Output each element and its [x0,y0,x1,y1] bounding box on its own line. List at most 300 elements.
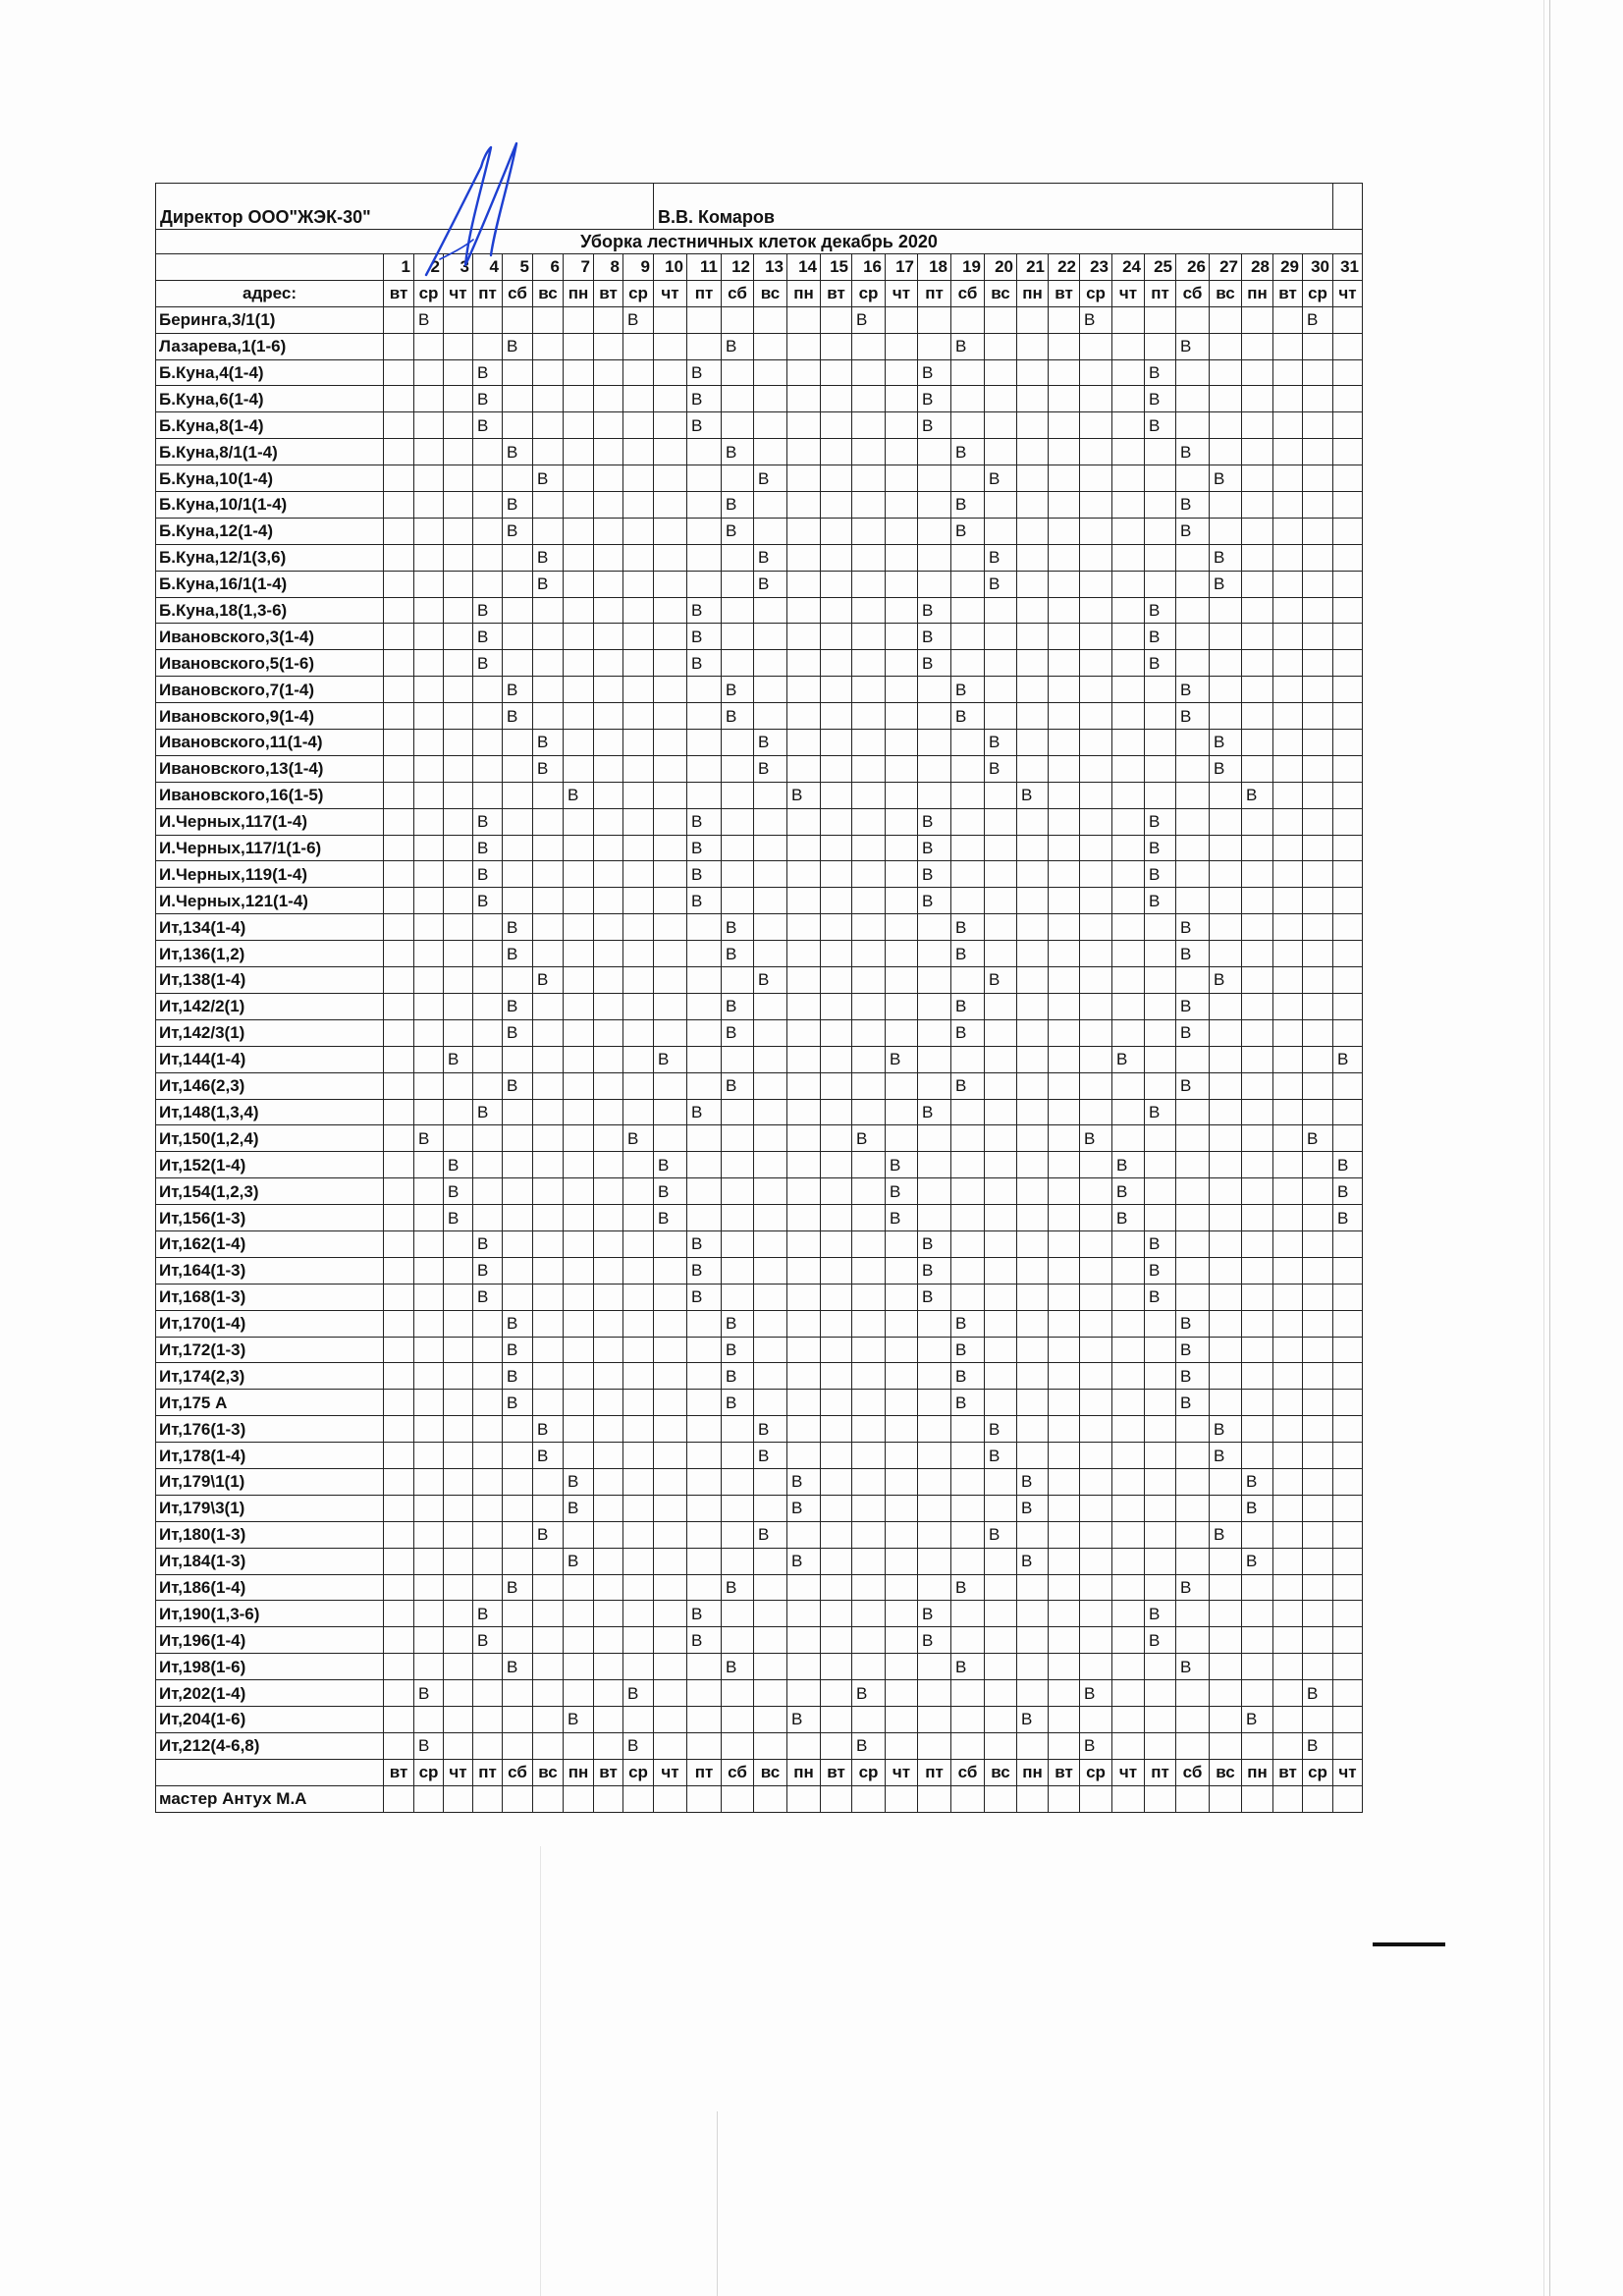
day-number: 17 [886,254,918,281]
schedule-cell [687,1310,722,1337]
schedule-cell [1333,597,1363,624]
schedule-cell [754,1732,787,1759]
weekday-cell: пт [918,280,951,306]
schedule-cell [594,1706,623,1732]
schedule-cell [414,1495,444,1521]
schedule-cell [754,808,787,835]
schedule-cell [886,861,918,888]
schedule-cell [1176,1230,1210,1257]
schedule-cell [1273,518,1303,544]
day-number: 22 [1049,254,1080,281]
schedule-cell [654,835,687,861]
schedule-cell [687,1785,722,1812]
schedule-cell [918,755,951,782]
schedule-cell [1303,359,1333,386]
schedule-cell [384,306,414,333]
schedule-cell [1210,1178,1242,1205]
cleaning-mark-cell: В [1242,1548,1273,1574]
schedule-cell [1210,1099,1242,1125]
schedule-cell [1273,1363,1303,1390]
schedule-cell [787,1337,821,1363]
address-cell: Беринга,3/1(1) [156,306,384,333]
schedule-cell [654,1257,687,1284]
schedule-cell [1176,1548,1210,1574]
schedule-cell [1049,1310,1080,1337]
director-name: В.В. Комаров [654,184,1333,230]
schedule-cell [1017,703,1049,730]
schedule-cell [787,1310,821,1337]
cleaning-mark-cell: В [886,1205,918,1231]
schedule-cell [787,1732,821,1759]
cleaning-mark-cell: В [473,1257,503,1284]
schedule-cell [1273,1390,1303,1416]
cleaning-mark-cell: В [918,624,951,650]
cleaning-mark-cell: В [1242,782,1273,808]
schedule-cell [564,1337,594,1363]
schedule-cell [533,386,564,412]
schedule-cell [1303,1072,1333,1099]
schedule-cell [985,597,1017,624]
schedule-cell [852,597,886,624]
schedule-cell [1049,782,1080,808]
schedule-cell [1242,1284,1273,1310]
cleaning-mark-cell: В [1210,571,1242,597]
schedule-cell [1273,492,1303,519]
day-number: 15 [821,254,852,281]
schedule-cell [1210,1257,1242,1284]
schedule-cell [414,1284,444,1310]
schedule-cell [1303,1205,1333,1231]
cleaning-mark-cell: В [414,1680,444,1707]
schedule-cell [985,1230,1017,1257]
schedule-cell [384,333,414,359]
schedule-cell [623,1706,654,1732]
schedule-cell [654,677,687,703]
schedule-cell [594,835,623,861]
schedule-cell [722,835,754,861]
schedule-cell [787,1521,821,1548]
schedule-cell [1242,808,1273,835]
address-cell: Ит,176(1-3) [156,1416,384,1443]
schedule-cell [1210,1495,1242,1521]
schedule-cell [852,465,886,492]
schedule-cell [722,861,754,888]
schedule-cell [754,1310,787,1337]
schedule-cell [1049,333,1080,359]
address-cell: Ит,162(1-4) [156,1230,384,1257]
schedule-cell [722,1257,754,1284]
cleaning-mark-cell: В [1210,465,1242,492]
schedule-cell [1333,412,1363,439]
cleaning-mark-cell: В [787,1495,821,1521]
schedule-cell [821,914,852,941]
schedule-cell [1273,412,1303,439]
schedule-cell [1210,1125,1242,1152]
schedule-cell [1333,914,1363,941]
cleaning-mark-cell: В [533,465,564,492]
schedule-cell [1273,1152,1303,1178]
schedule-cell [1242,703,1273,730]
schedule-cell [985,1468,1017,1495]
schedule-cell [414,888,444,914]
schedule-cell [1273,808,1303,835]
weekday-cell: ср [852,280,886,306]
schedule-cell [533,1046,564,1072]
schedule-cell [1080,544,1112,571]
schedule-cell [1080,386,1112,412]
schedule-cell [444,1732,473,1759]
schedule-cell [503,808,533,835]
schedule-cell [1303,914,1333,941]
schedule-cell [821,993,852,1019]
schedule-cell [1273,1574,1303,1601]
schedule-cell [1049,439,1080,465]
schedule-cell [1080,1627,1112,1654]
schedule-cell [1049,465,1080,492]
schedule-cell [985,1574,1017,1601]
schedule-cell [1333,1390,1363,1416]
schedule-cell [852,1019,886,1046]
schedule-cell [654,439,687,465]
schedule-cell [623,571,654,597]
schedule-cell [594,306,623,333]
cleaning-mark-cell: В [951,492,985,519]
schedule-cell [1112,624,1145,650]
day-number: 24 [1112,254,1145,281]
schedule-cell [1210,1019,1242,1046]
schedule-cell [1273,967,1303,994]
schedule-cell [886,597,918,624]
schedule-cell [594,465,623,492]
schedule-cell [1176,306,1210,333]
schedule-cell [533,492,564,519]
cleaning-mark-cell: В [564,1468,594,1495]
schedule-cell [1017,861,1049,888]
schedule-cell [1145,1680,1176,1707]
schedule-cell [1273,941,1303,967]
schedule-cell [1112,1230,1145,1257]
schedule-cell [852,703,886,730]
table-row [156,1178,1363,1205]
schedule-cell [414,1257,444,1284]
cleaning-mark-cell: В [1303,1680,1333,1707]
cleaning-mark-cell: В [886,1178,918,1205]
schedule-cell [1176,1785,1210,1812]
schedule-cell [1145,1706,1176,1732]
schedule-cell [533,1706,564,1732]
schedule-cell [821,755,852,782]
schedule-cell [951,1468,985,1495]
schedule-cell [1273,1443,1303,1469]
schedule-cell [414,1654,444,1680]
schedule-cell [1303,386,1333,412]
schedule-cell [1242,597,1273,624]
cleaning-mark-cell: В [503,1390,533,1416]
schedule-cell [1242,439,1273,465]
schedule-cell [985,1706,1017,1732]
schedule-cell [503,1601,533,1627]
schedule-cell [1242,1152,1273,1178]
schedule-cell [414,914,444,941]
schedule-cell [821,808,852,835]
schedule-cell [1145,1178,1176,1205]
schedule-cell [821,1072,852,1099]
schedule-cell [444,1468,473,1495]
schedule-cell [473,1125,503,1152]
schedule-cell [787,359,821,386]
schedule-cell [852,333,886,359]
schedule-cell [754,1785,787,1812]
cleaning-mark-cell: В [1145,888,1176,914]
address-cell: Ит,142/2(1) [156,993,384,1019]
schedule-cell [852,755,886,782]
schedule-cell [787,1257,821,1284]
schedule-cell [886,1732,918,1759]
schedule-cell [918,1706,951,1732]
schedule-cell [1145,914,1176,941]
schedule-cell [503,1257,533,1284]
scan-artifact-line [1543,0,1544,2296]
cleaning-mark-cell: В [1333,1205,1363,1231]
address-cell: Лазарева,1(1-6) [156,333,384,359]
schedule-cell [1303,941,1333,967]
schedule-cell [754,1046,787,1072]
director-label: Директор ООО"ЖЭК-30" [156,184,654,230]
schedule-cell [384,465,414,492]
table-row [156,888,1363,914]
schedule-cell [951,1495,985,1521]
schedule-cell [1273,1495,1303,1521]
schedule-cell [1273,1046,1303,1072]
schedule-cell [852,730,886,756]
schedule-cell [564,1416,594,1443]
table-row [156,518,1363,544]
schedule-cell [687,993,722,1019]
schedule-cell [985,808,1017,835]
schedule-cell [787,1680,821,1707]
schedule-cell [1112,888,1145,914]
table-row [156,306,1363,333]
schedule-cell [918,306,951,333]
cleaning-mark-cell: В [951,941,985,967]
weekday-cell: вс [754,280,787,306]
cleaning-mark-cell: В [1145,1601,1176,1627]
schedule-cell [1017,888,1049,914]
weekday-cell: пн [1242,1759,1273,1785]
schedule-cell [1242,544,1273,571]
cleaning-mark-cell: В [852,306,886,333]
schedule-cell [384,1152,414,1178]
schedule-cell [594,941,623,967]
schedule-cell [852,1601,886,1627]
schedule-cell [1049,1443,1080,1469]
table-row [156,333,1363,359]
schedule-cell [384,730,414,756]
cleaning-mark-cell: В [687,1099,722,1125]
schedule-cell [1333,1785,1363,1812]
cleaning-mark-cell: В [1210,730,1242,756]
schedule-cell [787,492,821,519]
address-cell: Б.Куна,18(1,3-6) [156,597,384,624]
weekday-cell: пн [1242,280,1273,306]
schedule-cell [414,1416,444,1443]
schedule-cell [1049,835,1080,861]
schedule-cell [1049,1706,1080,1732]
schedule-cell [821,1205,852,1231]
schedule-cell [533,1627,564,1654]
schedule-cell [594,1072,623,1099]
schedule-cell [594,597,623,624]
schedule-cell [1017,1337,1049,1363]
schedule-cell [886,518,918,544]
schedule-cell [1176,624,1210,650]
cleaning-mark-cell: В [1176,941,1210,967]
schedule-cell [687,1205,722,1231]
table-row [156,703,1363,730]
schedule-cell [787,888,821,914]
schedule-cell [623,1205,654,1231]
address-cell: Ит,184(1-3) [156,1548,384,1574]
schedule-cell [985,1072,1017,1099]
schedule-cell [473,755,503,782]
cleaning-mark-cell: В [754,465,787,492]
schedule-cell [886,1495,918,1521]
schedule-cell [1080,782,1112,808]
schedule-cell [985,492,1017,519]
schedule-cell [787,1601,821,1627]
schedule-cell [1049,755,1080,782]
cleaning-mark-cell: В [623,1732,654,1759]
cleaning-mark-cell: В [754,755,787,782]
schedule-cell [1017,808,1049,835]
cleaning-mark-cell: В [1017,1706,1049,1732]
schedule-cell [687,967,722,994]
schedule-cell [384,1627,414,1654]
schedule-cell [1080,492,1112,519]
schedule-cell [1242,624,1273,650]
schedule-cell [918,1574,951,1601]
schedule-cell [1303,677,1333,703]
schedule-cell [687,306,722,333]
schedule-cell [787,967,821,994]
schedule-cell [414,730,444,756]
cleaning-mark-cell: В [1176,1072,1210,1099]
schedule-cell [1242,1732,1273,1759]
cleaning-mark-cell: В [503,1019,533,1046]
schedule-cell [533,703,564,730]
table-row [156,412,1363,439]
schedule-cell [564,1627,594,1654]
schedule-cell [722,1205,754,1231]
schedule-cell [754,1178,787,1205]
schedule-cell [503,624,533,650]
cleaning-mark-cell: В [444,1152,473,1178]
weekday-cell: чт [886,280,918,306]
schedule-cell [1242,1390,1273,1416]
address-cell: Б.Куна,12(1-4) [156,518,384,544]
schedule-cell [1049,677,1080,703]
schedule-cell [687,518,722,544]
cleaning-mark-cell: В [722,1019,754,1046]
schedule-cell [1112,597,1145,624]
schedule-cell [787,730,821,756]
schedule-cell [951,1099,985,1125]
schedule-cell [722,1230,754,1257]
cleaning-schedule-table [155,183,1363,1813]
schedule-cell [594,1601,623,1627]
schedule-cell [1242,1654,1273,1680]
schedule-cell [384,1443,414,1469]
schedule-cell [1273,359,1303,386]
schedule-cell [951,359,985,386]
table-row [156,1046,1363,1072]
schedule-cell [1210,439,1242,465]
schedule-cell [1333,730,1363,756]
schedule-cell [985,1390,1017,1416]
schedule-cell [623,1152,654,1178]
schedule-cell [414,359,444,386]
schedule-cell [594,386,623,412]
cleaning-mark-cell: В [1176,518,1210,544]
schedule-cell [1176,544,1210,571]
schedule-cell [886,677,918,703]
schedule-cell [821,412,852,439]
table-row [156,1390,1363,1416]
schedule-cell [1303,835,1333,861]
weekday-cell: вс [754,1759,787,1785]
schedule-cell [722,1785,754,1812]
table-row [156,439,1363,465]
cleaning-mark-cell: В [473,412,503,439]
schedule-cell [1112,306,1145,333]
address-cell: Ит,186(1-4) [156,1574,384,1601]
schedule-cell [594,1390,623,1416]
schedule-cell [414,1601,444,1627]
schedule-cell [852,782,886,808]
schedule-cell [722,1046,754,1072]
schedule-cell [623,1046,654,1072]
schedule-cell [414,1205,444,1231]
weekday-cell: чт [1333,1759,1363,1785]
schedule-cell [1049,359,1080,386]
cleaning-mark-cell: В [473,1230,503,1257]
schedule-cell [918,1046,951,1072]
schedule-cell [1112,1443,1145,1469]
schedule-cell [1242,650,1273,677]
schedule-cell [787,1230,821,1257]
schedule-cell [1049,1680,1080,1707]
schedule-cell [594,1443,623,1469]
schedule-cell [1333,1099,1363,1125]
schedule-cell [886,1390,918,1416]
schedule-cell [1333,993,1363,1019]
schedule-cell [654,730,687,756]
schedule-cell [1017,439,1049,465]
weekday-cell: пн [787,280,821,306]
schedule-cell [444,861,473,888]
schedule-cell [918,1072,951,1099]
schedule-cell [623,1019,654,1046]
schedule-cell [951,888,985,914]
weekday-cell: вт [1273,1759,1303,1785]
schedule-cell [1333,941,1363,967]
schedule-cell [1210,1468,1242,1495]
schedule-cell [1333,1706,1363,1732]
day-number: 9 [623,254,654,281]
schedule-cell [533,1178,564,1205]
schedule-cell [886,1785,918,1812]
schedule-cell [852,888,886,914]
